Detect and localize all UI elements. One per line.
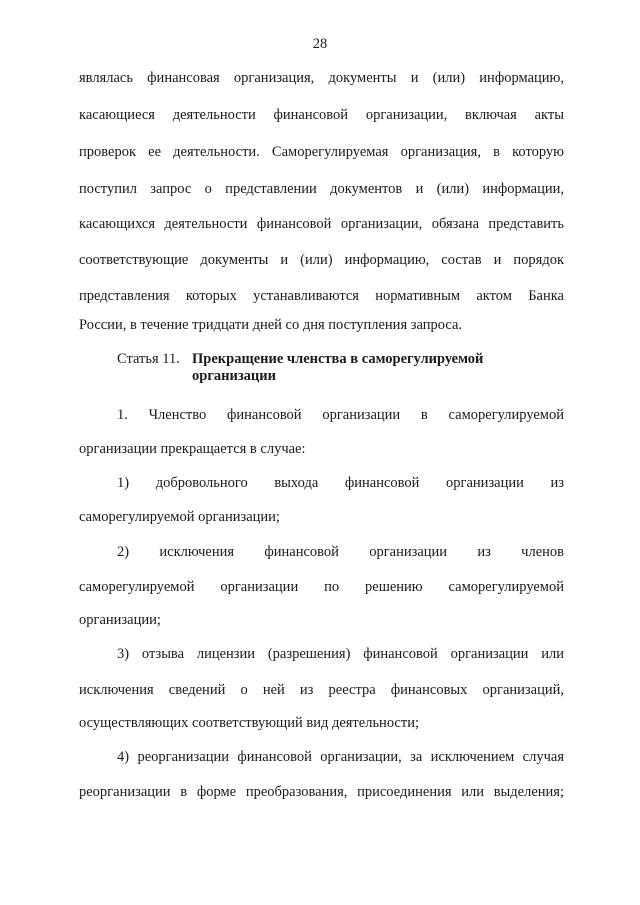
subitem-line: саморегулируемой организации;: [79, 509, 280, 525]
paragraph-line: России, в течение тридцати дней со дня поступления запроса.: [79, 317, 463, 333]
subitem-line: саморегулируемой организации по решению саморегулируемой: [79, 579, 564, 595]
paragraph-line: поступил запрос о представлении документов и (или) информации,: [79, 181, 564, 197]
article-title-line: организации: [192, 368, 276, 384]
subitem-line: осуществляющих соответствующий вид деятельности;: [79, 715, 419, 731]
subitem-line: 2) исключения финансовой организации из членов: [117, 544, 564, 560]
paragraph-line: соответствующие документы и (или) информацию, состав и порядок: [79, 252, 564, 268]
article-title-line: Прекращение членства в саморегулируемой: [192, 351, 484, 367]
subitem-line: организации;: [79, 612, 161, 628]
paragraph-line: представления которых устанавливаются нормативным актом Банка: [79, 288, 564, 304]
page-number: 28: [312, 36, 328, 52]
subitem-line: исключения сведений о ней из реестра финансовых организаций,: [79, 682, 564, 698]
subitem-line: реорганизации в форме преобразования, присоединения или выделения;: [79, 784, 564, 800]
subitem-line: 3) отзыва лицензии (разрешения) финансовой организации или: [117, 646, 564, 662]
paragraph-line: являлась финансовая организация, документы и (или) информацию,: [79, 70, 564, 86]
item-line: организации прекращается в случае:: [79, 441, 306, 457]
paragraph-line: касающиеся деятельности финансовой организации, включая акты: [79, 107, 564, 123]
subitem-line: 1) добровольного выхода финансовой организации из: [117, 475, 564, 491]
article-label: Статья 11.: [117, 351, 180, 367]
paragraph-line: касающихся деятельности финансовой организации, обязана представить: [79, 216, 564, 232]
paragraph-line: проверок ее деятельности. Саморегулируемая организация, в которую: [79, 144, 564, 160]
item-line: 1. Членство финансовой организации в саморегулируемой: [117, 407, 564, 423]
subitem-line: 4) реорганизации финансовой организации, за исключением случая: [117, 749, 564, 765]
